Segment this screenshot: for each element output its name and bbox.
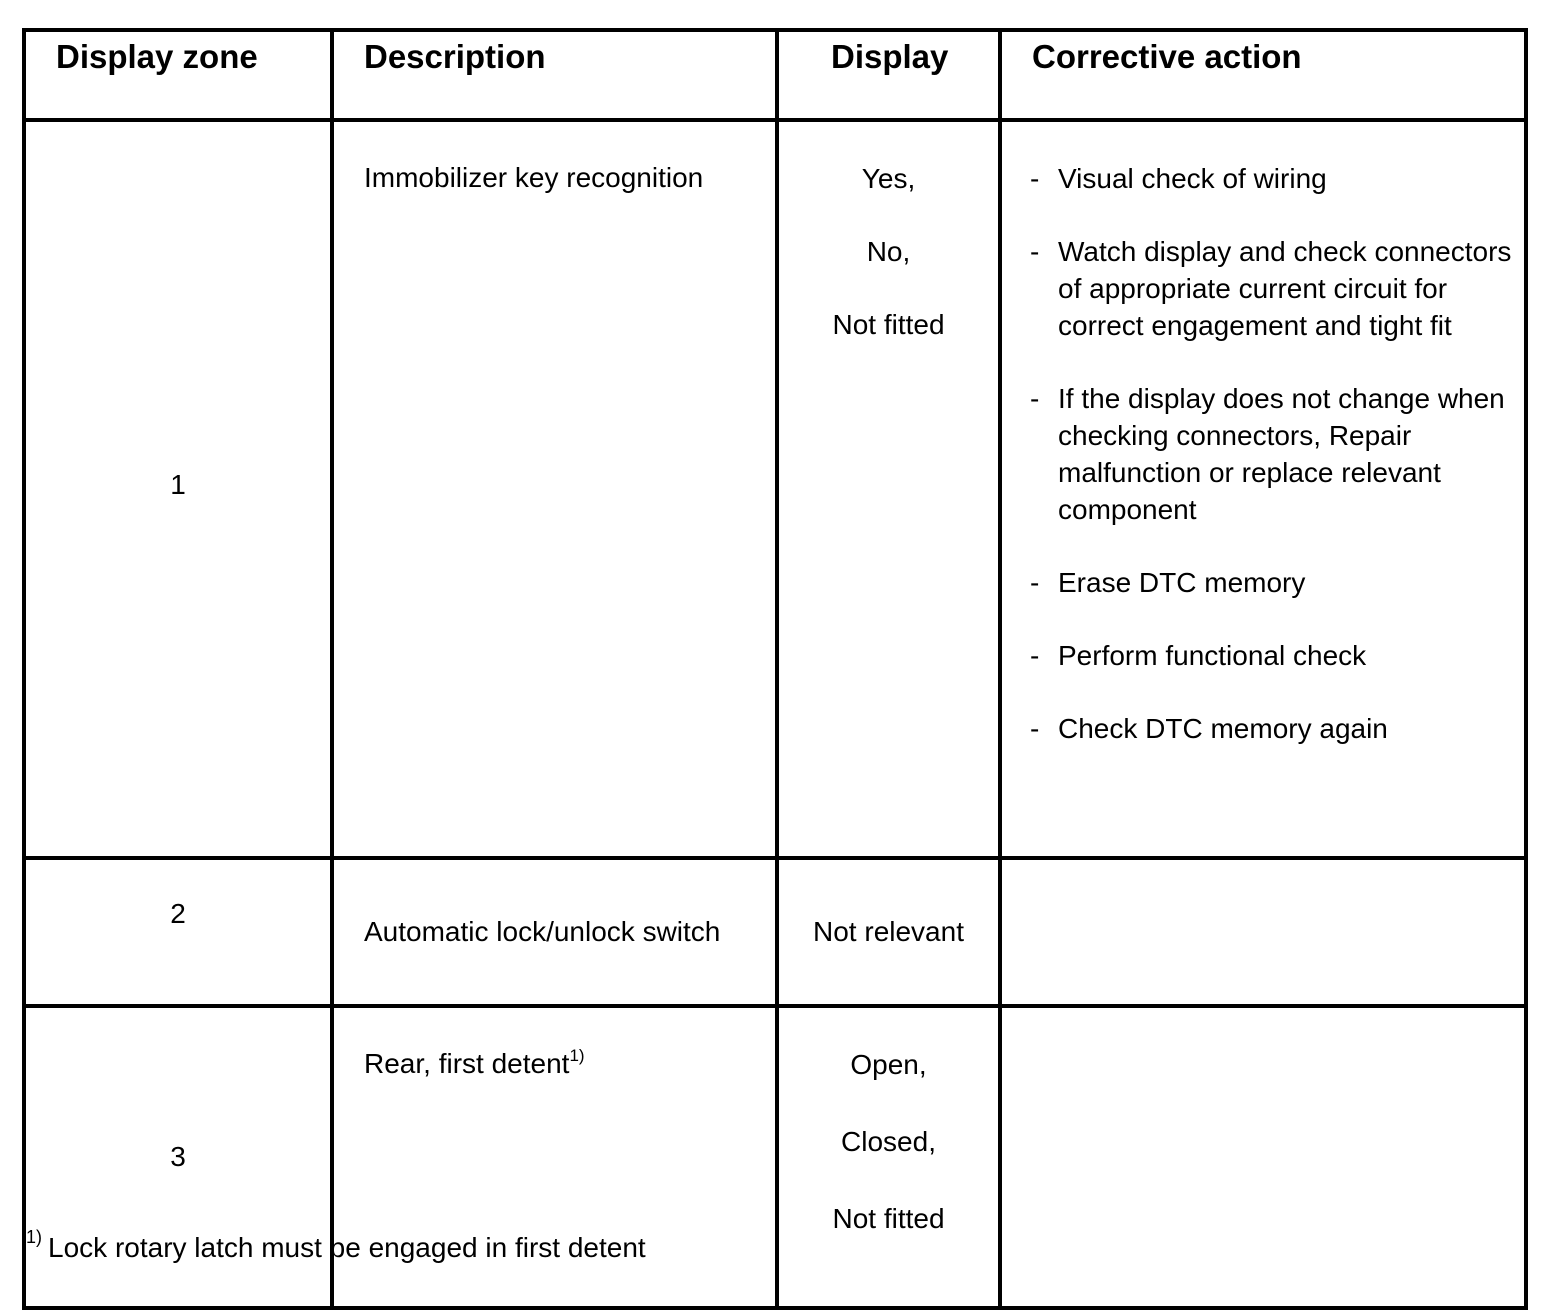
dash-bullet: - xyxy=(1030,567,1040,598)
footnote-marker: 1) xyxy=(26,1227,43,1247)
display-value: No, xyxy=(866,236,911,267)
description-cell xyxy=(332,120,777,858)
description-cell xyxy=(332,858,777,1006)
table-row xyxy=(24,120,1526,858)
description-text: Immobilizer key recognition xyxy=(364,162,704,193)
display-values xyxy=(779,122,998,343)
action-item: - Erase DTC memory xyxy=(1030,564,1524,601)
corrective-action-cell xyxy=(1000,120,1526,858)
action-item: - Perform functional check xyxy=(1030,637,1524,674)
description-text: Rear, first detent xyxy=(364,1048,570,1079)
table-header-row xyxy=(24,30,1526,120)
display-value: Not fitted xyxy=(832,1203,945,1234)
footnote-text: Lock rotary latch must be engaged in first detent xyxy=(48,1232,646,1263)
display-value: Not fitted xyxy=(832,309,945,340)
action-item: - Visual check of wiring xyxy=(1030,160,1524,197)
header-corrective-action: Corrective action xyxy=(1000,30,1526,120)
dash-bullet: - xyxy=(1030,383,1040,414)
display-value: Closed, xyxy=(841,1126,936,1157)
display-cell xyxy=(777,120,1000,858)
dash-bullet: - xyxy=(1030,236,1040,267)
description-text: Automatic lock/unlock switch xyxy=(364,916,721,947)
dash-bullet: - xyxy=(1030,640,1040,671)
footnote-marker: 1) xyxy=(569,1046,585,1065)
action-item: - Watch display and check connectors of appropriate current circuit for correct engagement and tight fit xyxy=(1030,233,1524,344)
header-display-zone: Display zone xyxy=(24,30,332,120)
display-cell xyxy=(777,1006,1000,1308)
zone-cell: 1 xyxy=(24,120,332,858)
display-zone-table xyxy=(22,28,1528,1310)
display-value: Not relevant xyxy=(813,916,964,947)
dash-bullet: - xyxy=(1030,163,1040,194)
action-item: - Check DTC memory again xyxy=(1030,710,1524,747)
display-value: Yes, xyxy=(861,163,916,194)
zone-cell: 3 xyxy=(24,1006,332,1308)
header-description: Description xyxy=(332,30,777,120)
action-item: - If the display does not change when checking connectors, Repair malfunction or replace relevant component xyxy=(1030,380,1524,528)
corrective-action-cell xyxy=(1000,1006,1526,1308)
corrective-action-cell xyxy=(1000,858,1526,1006)
display-value: Open, xyxy=(850,1049,927,1080)
diagnostic-document xyxy=(22,28,1524,1310)
zone-cell: 2 xyxy=(24,858,332,1006)
footnote xyxy=(26,1227,646,1264)
header-display: Display xyxy=(777,30,1000,120)
table-row xyxy=(24,858,1526,1006)
dash-bullet: - xyxy=(1030,713,1040,744)
display-cell xyxy=(777,858,1000,1006)
display-values xyxy=(779,1008,998,1237)
corrective-action-list xyxy=(1002,122,1524,747)
